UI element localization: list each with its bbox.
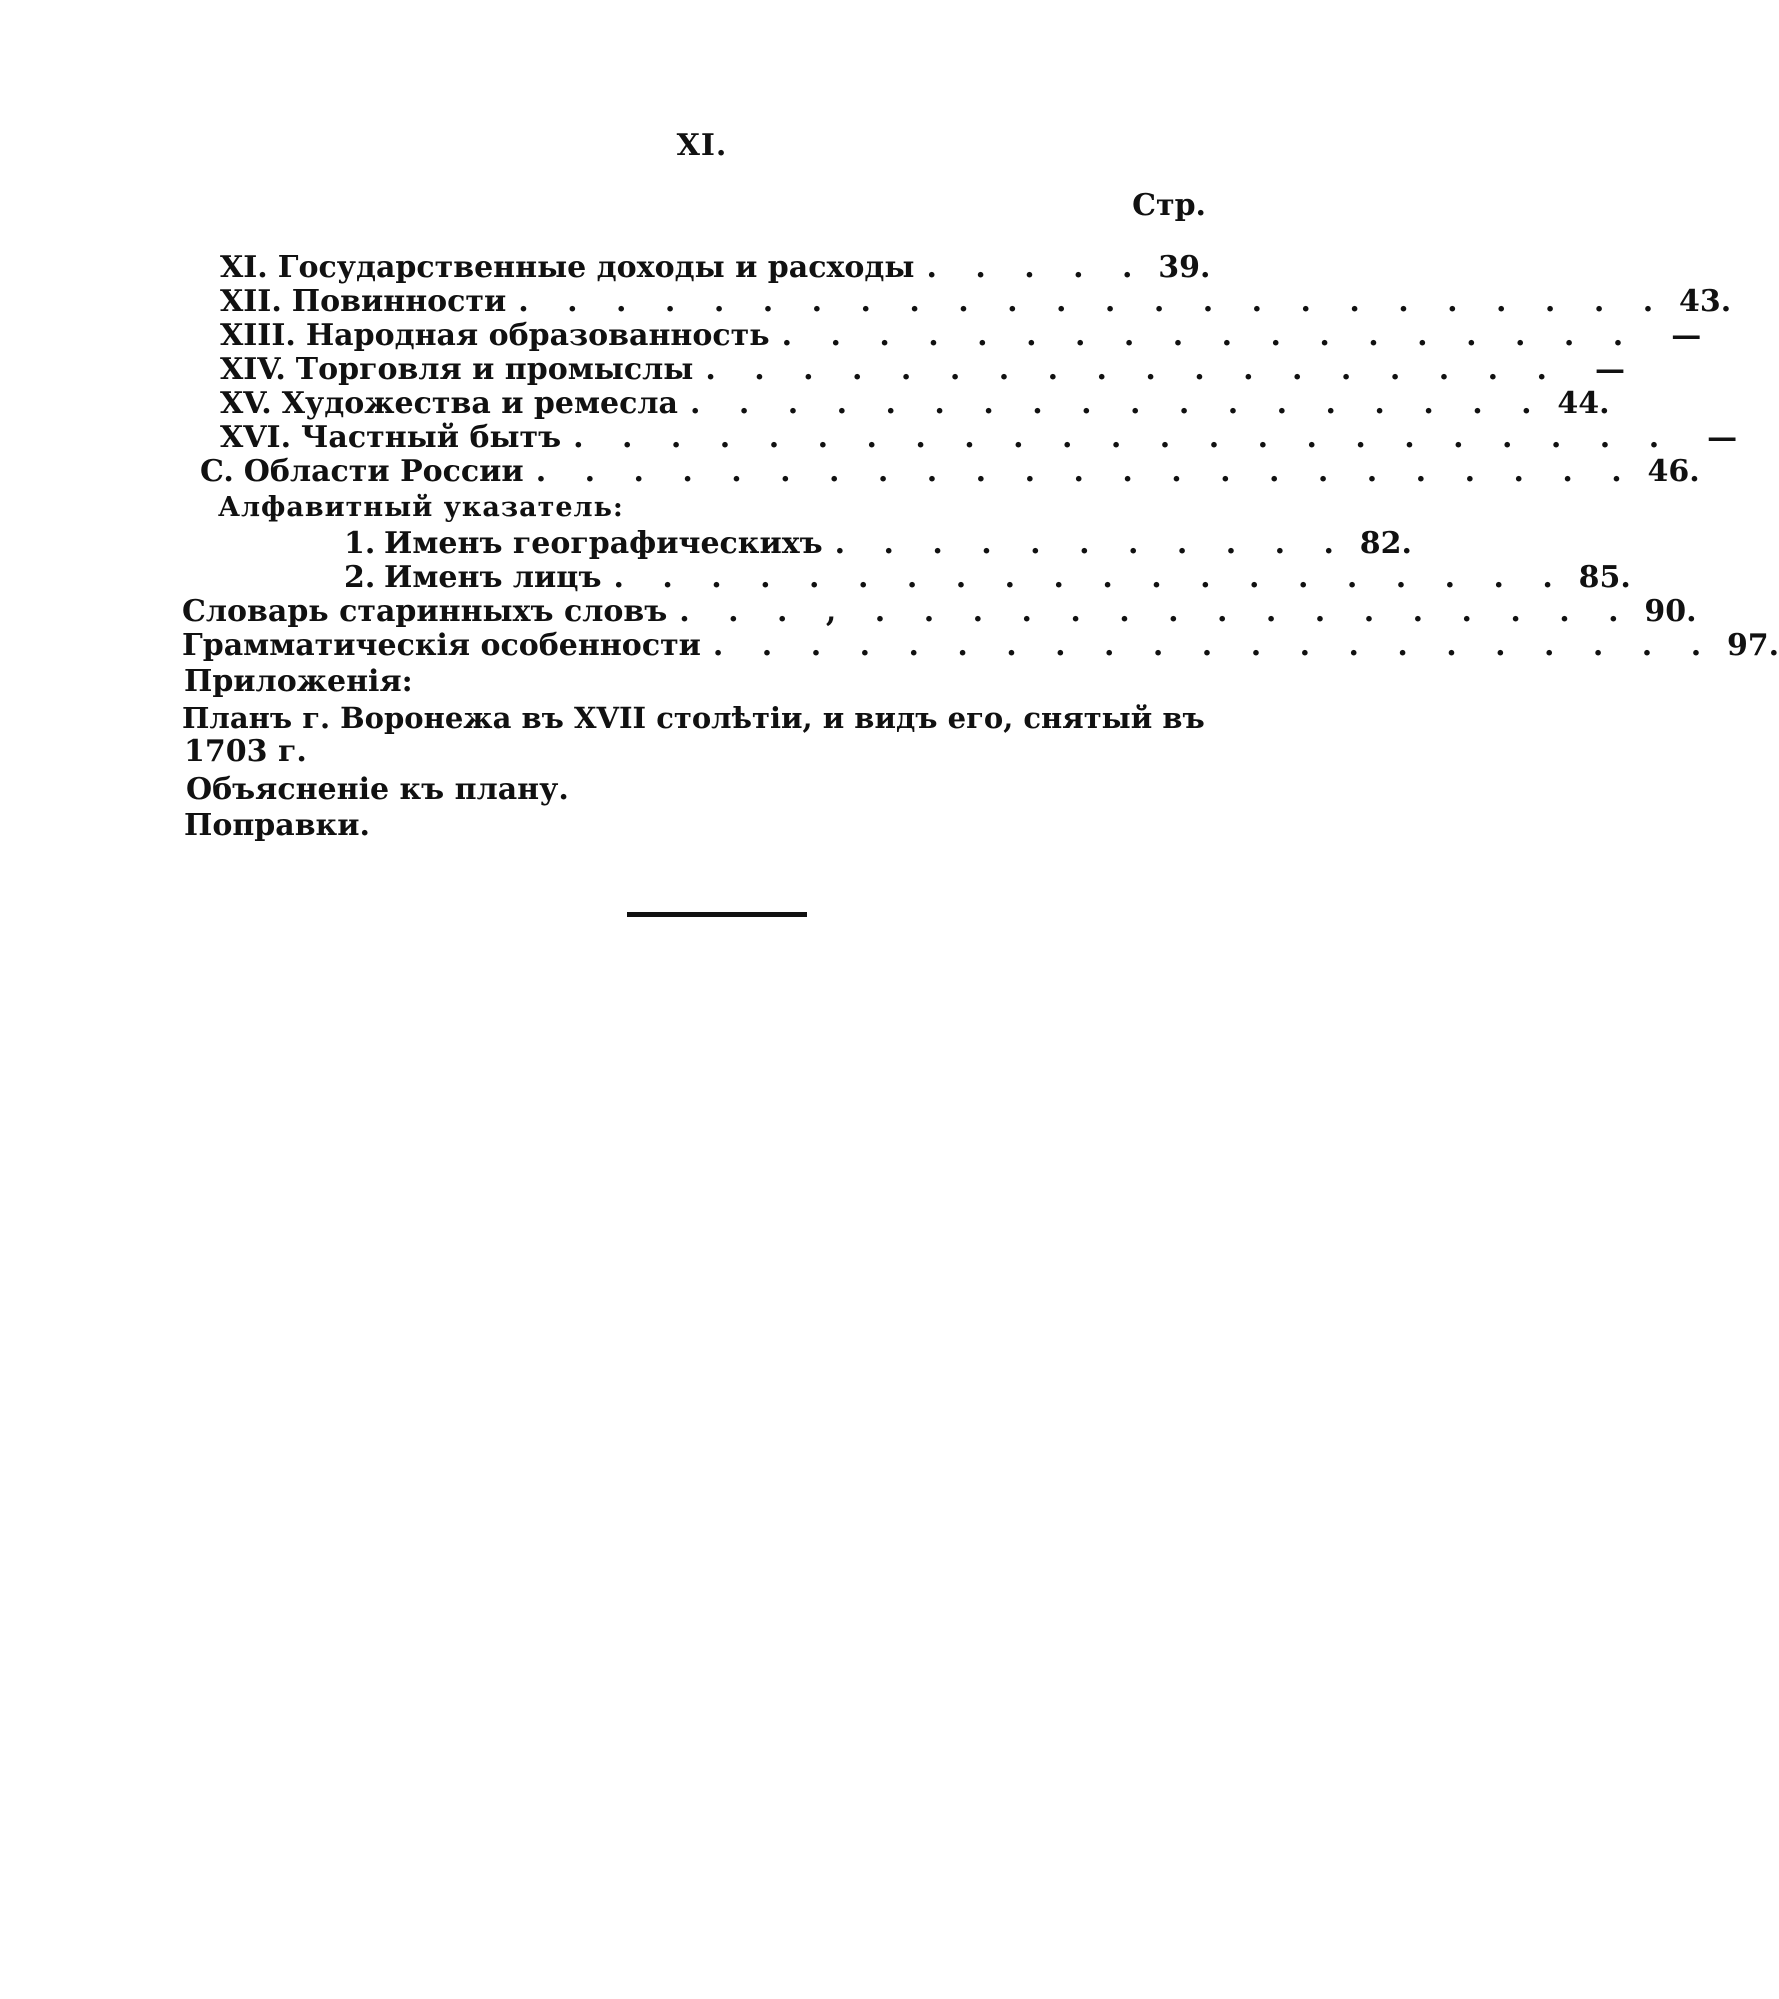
toc-page: 82. xyxy=(1359,526,1412,561)
page-number: XI. xyxy=(676,128,728,163)
toc-page: 43. xyxy=(1678,284,1732,319)
toc-numeral: XVI. xyxy=(220,420,292,455)
toc-row xyxy=(220,284,1732,320)
page-column-label: Стр. xyxy=(1132,188,1206,223)
toc-numeral: XIII. xyxy=(220,318,296,353)
appendix-line: Поправки. xyxy=(184,808,370,843)
toc-leader-dots: . . . . . . . . . . . xyxy=(834,526,1348,561)
toc-title: Народная образованность xyxy=(305,318,770,353)
toc-page: 90. xyxy=(1644,594,1697,629)
toc-row xyxy=(344,560,1631,596)
toc-page: — xyxy=(1594,352,1625,387)
appendix-line: Планъ г. Воронежа въ XVII столѣтіи, и видъ его, снятый въ xyxy=(182,701,1205,735)
toc-page: 46. xyxy=(1647,454,1700,489)
toc-numeral: XI. xyxy=(220,250,268,285)
toc-leader-dots: . . . , . . . . . . . . . . . . . . . . xyxy=(679,594,1633,629)
toc-title: Повинности xyxy=(291,284,507,319)
toc-title: Художества и ремесла xyxy=(281,386,678,421)
toc-page: 97. xyxy=(1726,628,1779,663)
toc-leader-dots: . . . . . . . . . . . . . . . . . . . . xyxy=(613,560,1567,595)
toc-numeral: XV. xyxy=(220,386,272,421)
toc-title: Именъ географическихъ xyxy=(384,526,823,561)
toc-row xyxy=(182,594,1697,630)
toc-title: Грамматическія особенности xyxy=(182,628,701,663)
toc-leader-dots: . . . . . . . . . . . . . . . . . . . . . . . . xyxy=(518,284,1668,319)
toc-leader-dots: . . . . . . . . . . . . . . . . . . xyxy=(705,352,1561,387)
toc-numeral: XII. xyxy=(220,284,282,319)
toc-title: Государственные доходы и расходы xyxy=(277,250,915,285)
toc-row xyxy=(220,420,1738,456)
toc-numeral: 1. xyxy=(344,526,376,561)
toc-page: 85. xyxy=(1578,560,1631,595)
appendix-line: 1703 г. xyxy=(184,734,307,769)
toc-leader-dots: . . . . . . . . . . . . . . . . . . xyxy=(689,386,1546,421)
appendix-heading: Приложенія: xyxy=(184,664,413,699)
toc-page: 39. xyxy=(1158,250,1211,285)
toc-row xyxy=(220,250,1211,286)
toc-numeral: 2. xyxy=(344,560,376,595)
section-divider xyxy=(627,912,807,917)
toc-title: Области России xyxy=(243,454,524,489)
toc-row xyxy=(220,386,1610,422)
appendix-line: Объясненіе къ плану. xyxy=(186,772,569,807)
toc-leader-dots: . . . . . xyxy=(926,250,1147,285)
toc-page: 44. xyxy=(1557,386,1610,421)
toc-row xyxy=(220,352,1625,388)
toc-row xyxy=(344,526,1412,562)
toc-title: Словарь старинныхъ словъ xyxy=(182,594,668,629)
toc-row xyxy=(182,628,1779,664)
toc-page: — xyxy=(1707,420,1738,455)
toc-title: Торговля и промыслы xyxy=(295,352,694,387)
toc-page: — xyxy=(1671,318,1702,353)
toc-title: Частный бытъ xyxy=(301,420,562,455)
toc-leader-dots: . . . . . . . . . . . . . . . . . . . . . . . xyxy=(535,454,1636,489)
toc-numeral: C. xyxy=(200,454,234,489)
index-heading: Алфавитный указатель: xyxy=(218,492,624,523)
toc-title: Именъ лицъ xyxy=(384,560,602,595)
toc-leader-dots: . . . . . . . . . . . . . . . . . . . . . xyxy=(712,628,1716,663)
toc-row xyxy=(200,454,1700,490)
toc-leader-dots: . . . . . . . . . . . . . . . . . . xyxy=(781,318,1638,353)
toc-leader-dots: . . . . . . . . . . . . . . . . . . . . . . . xyxy=(573,420,1674,455)
toc-numeral: XIV. xyxy=(220,352,286,387)
toc-row xyxy=(220,318,1702,354)
